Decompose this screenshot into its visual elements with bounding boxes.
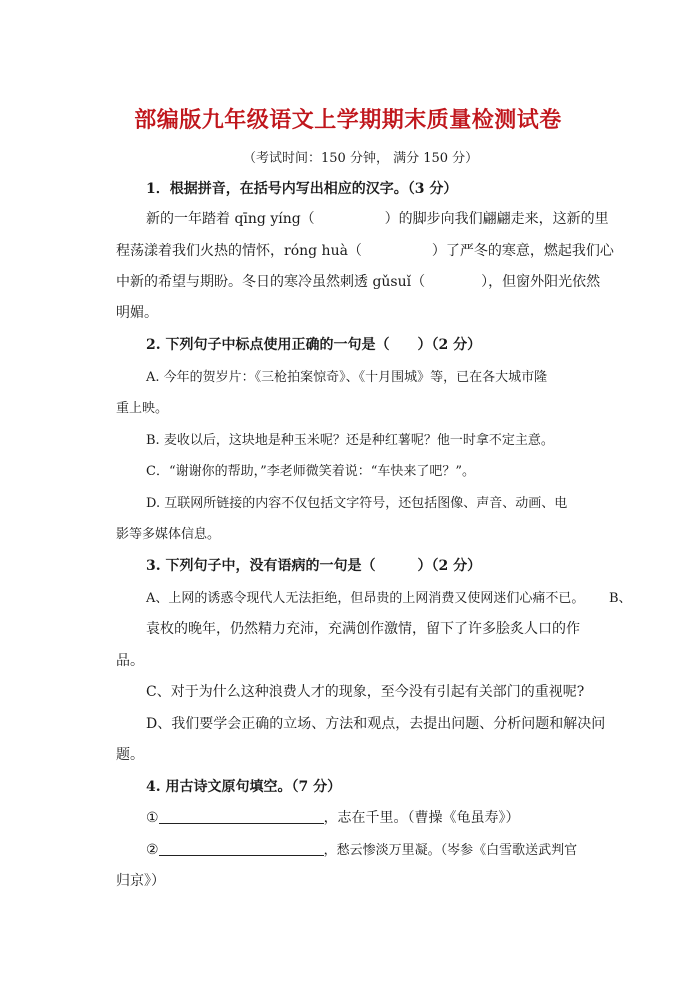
q1-line-3: 中新的希望与期盼。冬日的寒冷虽然刺透 gǔsuǐ（ ），但窗外阳光依然 — [116, 274, 601, 290]
q1-line-4: 明媚。 — [116, 305, 158, 321]
q3-heading: 3. 下列句子中，没有语病的一句是（ ）（2 分） — [146, 558, 482, 574]
q1-heading: 1．根据拼音，在括号内写出相应的汉字。（3 分） — [146, 181, 458, 197]
q3-option-b: 袁枚的晚年，仍然精力充沛，充满创作激情，留下了许多脍炙人口的作 — [146, 621, 580, 637]
q4-item-1 — [146, 807, 520, 827]
q4-item-1-text: ，志在千里。（曹操《龟虽寿》） — [323, 810, 520, 826]
q2-option-a: A. 今年的贺岁片：《三枪拍案惊奇》、《十月围城》等，已在各大城市隆 — [146, 370, 548, 385]
q2-option-d-cont: 影等多媒体信息。 — [116, 527, 221, 542]
q4-item-1-blank[interactable] — [159, 809, 324, 824]
q1-line-1: 新的一年踏着 qīng yíng（ ）的脚步向我们翩翩走来，这新的里 — [146, 211, 609, 227]
q3-option-d-cont: 题。 — [116, 747, 144, 763]
q4-item-2-blank[interactable] — [159, 841, 324, 856]
exam-info: （考试时间：150 分钟， 满分 150 分） — [243, 151, 479, 166]
q4-heading: 4. 用古诗文原句填空。（7 分） — [146, 779, 342, 795]
q2-option-d: D. 互联网所链接的内容不仅包括文字符号，还包括图像、声音、动画、电 — [146, 496, 568, 511]
page-title: 部编版九年级语文上学期期末质量检测试卷 — [134, 107, 562, 133]
q4-item-1-number: ① — [146, 810, 159, 826]
q2-option-b: B. 麦收以后，这块地是种玉米呢？还是种红薯呢？他一时拿不定主意。 — [146, 433, 554, 448]
q4-item-2-text: ，愁云惨淡万里凝。（岑参《白雪歌送武判官 — [323, 843, 578, 858]
q2-option-a-cont: 重上映。 — [116, 401, 169, 416]
q3-option-b-label: B、 — [609, 591, 632, 606]
q4-item-2-cont: 归京》） — [116, 873, 165, 889]
q3-option-d: D、我们要学会正确的立场、方法和观点，去提出问题、分析问题和解决问 — [146, 716, 606, 732]
q4-item-2 — [146, 839, 577, 858]
q3-option-b-cont: 品。 — [116, 653, 144, 669]
q3-option-a: A、上网的诱惑令现代人无法拒绝，但昂贵的上网消费又使网迷们心痛不已。 — [146, 591, 585, 606]
q2-heading: 2. 下列句子中标点使用正确的一句是（ ）（2 分） — [146, 337, 482, 353]
q2-option-c: C．“谢谢你的帮助，”李老师微笑着说：“车快来了吧？”。 — [146, 464, 476, 479]
q3-option-c: C、对于为什么这种浪费人才的现象，至今没有引起有关部门的重视呢? — [146, 684, 585, 700]
q1-line-2: 程荡漾着我们火热的情怀，róng huà（ ）了严冬的寒意，燃起我们心 — [116, 243, 614, 259]
q4-item-2-number: ② — [146, 842, 159, 858]
